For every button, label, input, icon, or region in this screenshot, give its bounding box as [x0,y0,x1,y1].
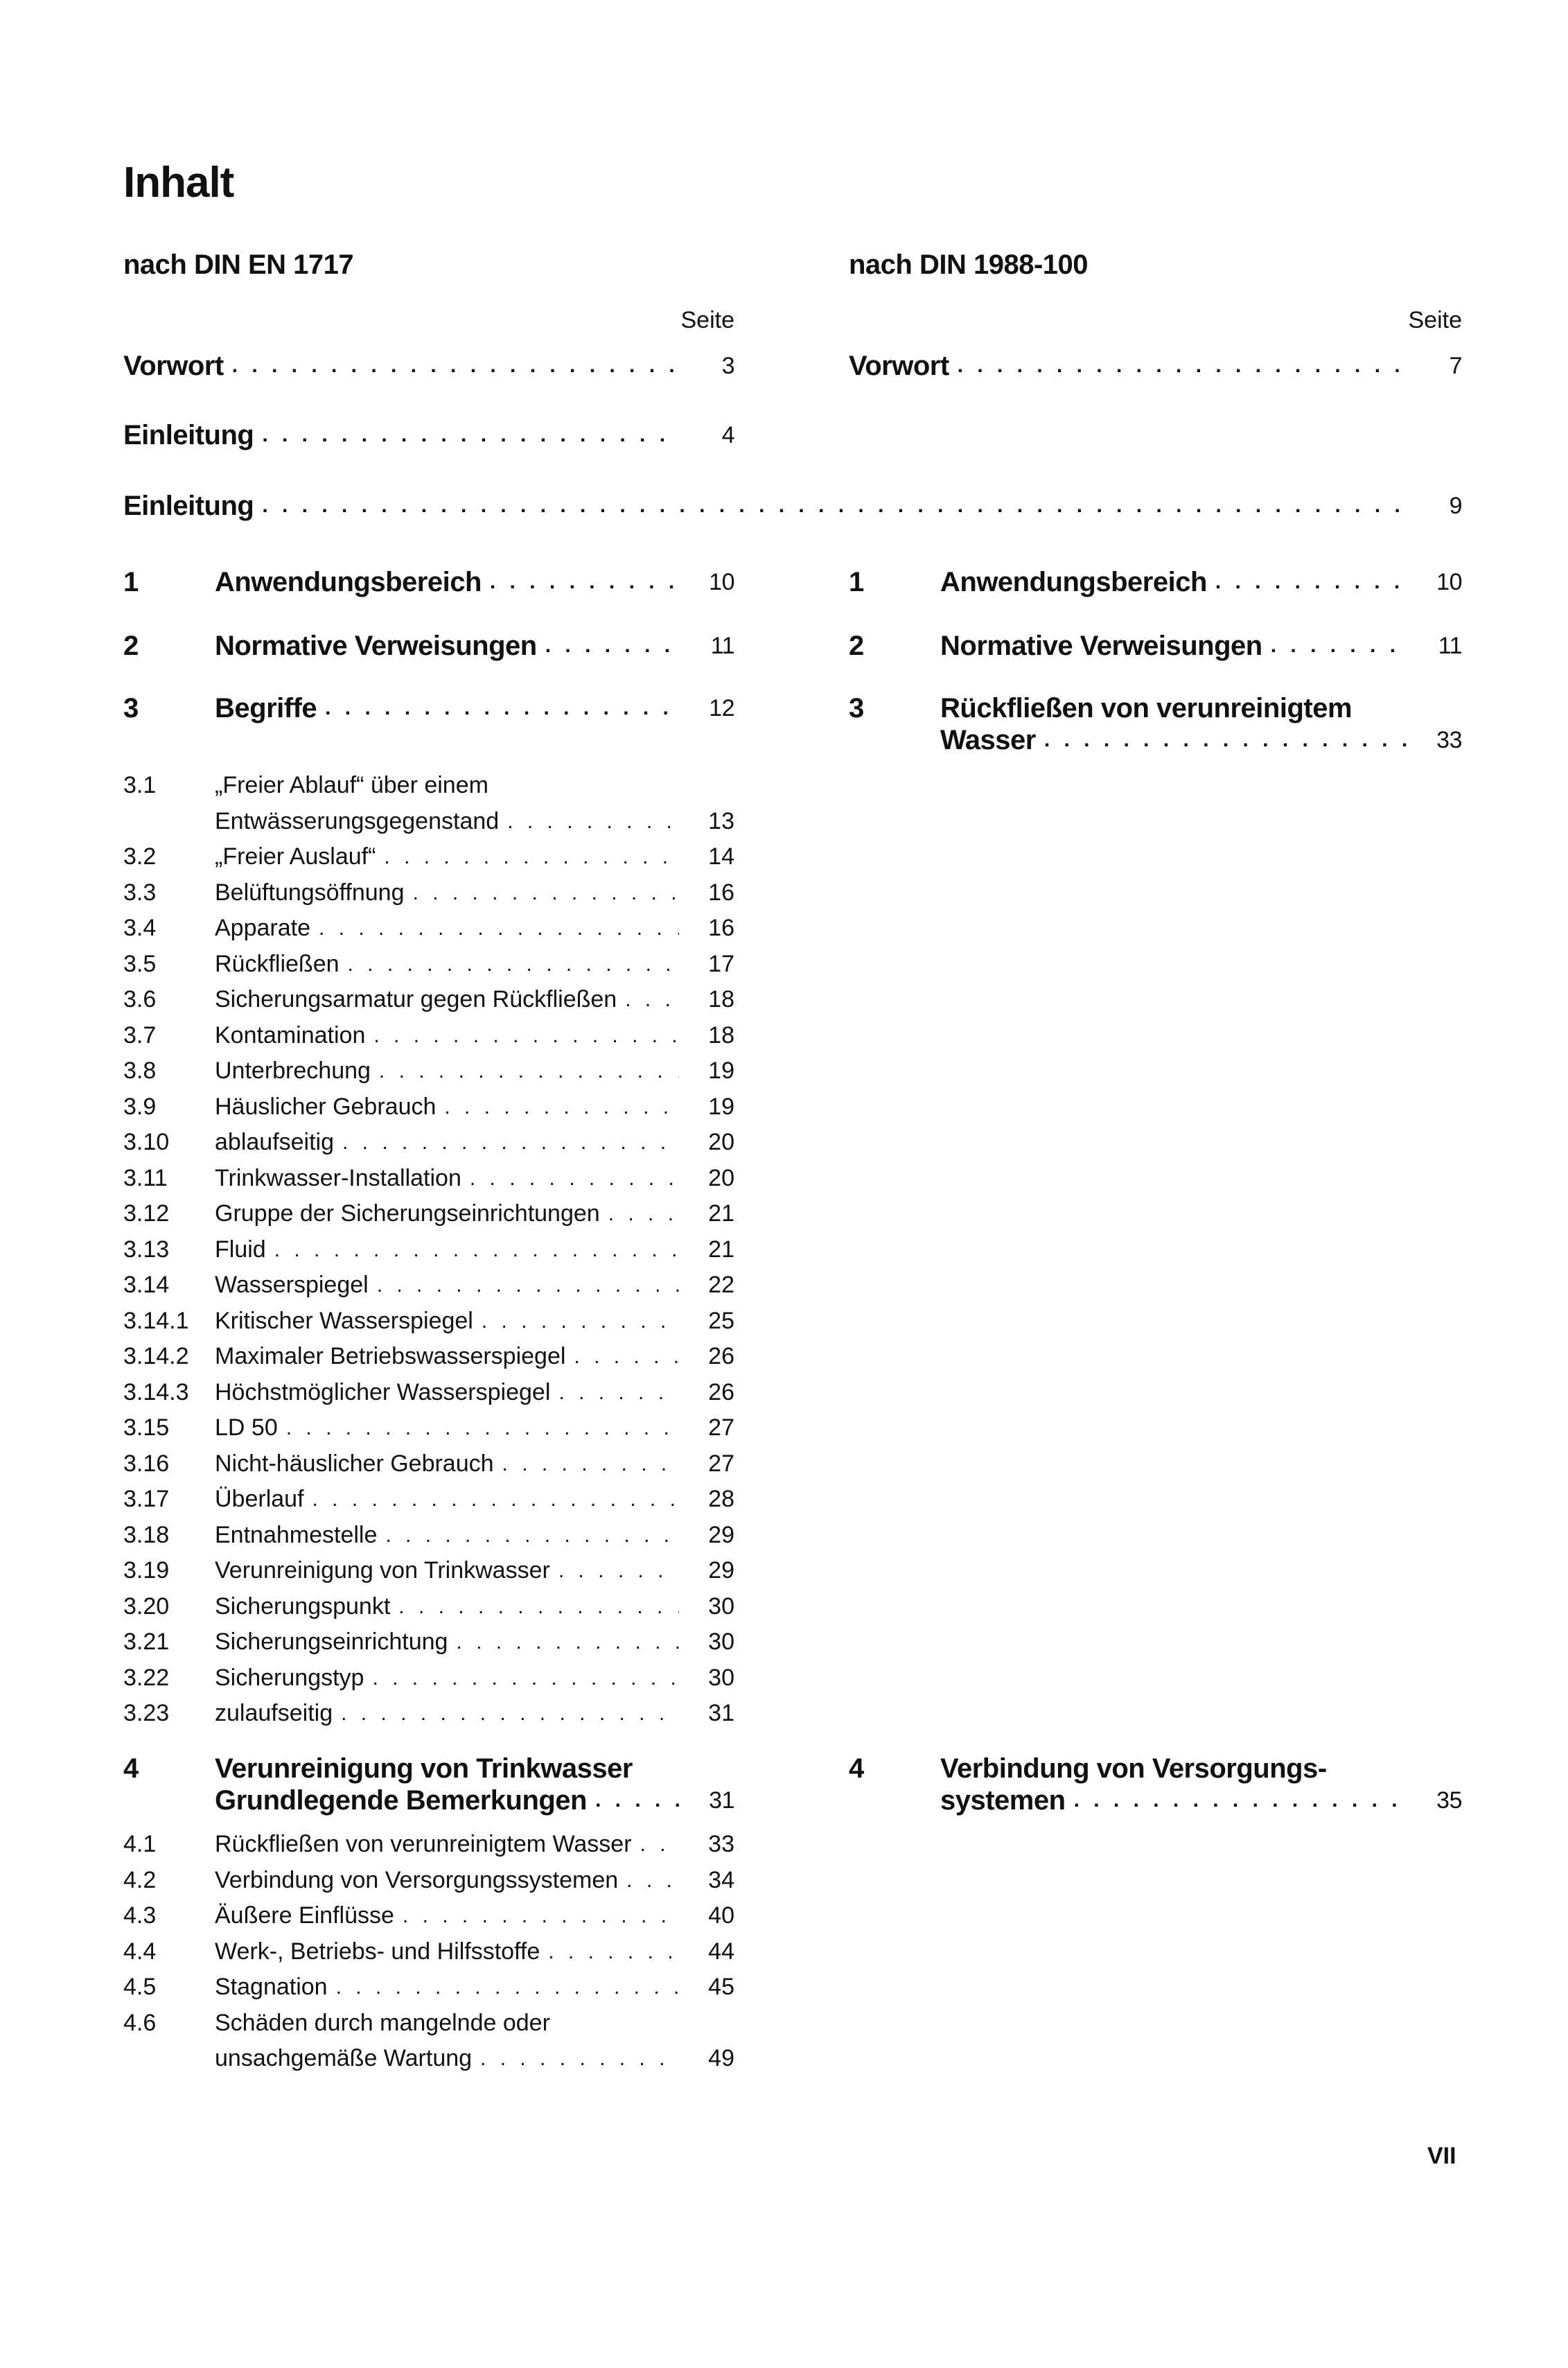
toc-entry-title: Äußere Einflüsse [215,1902,394,1929]
toc-entry-title: Grundlegende Bemerkungen [215,1785,587,1816]
toc-section-row[interactable] [123,1970,734,2006]
dot-leader [456,1624,679,1660]
dot-leader [502,1446,679,1482]
toc-page-number: 13 [708,807,734,834]
toc-section-row[interactable] [123,1089,734,1125]
dot-leader [548,1934,679,1970]
dot-leader [262,490,1407,522]
toc-page-number: 29 [708,1521,734,1548]
toc-chapter-right-3[interactable] [849,692,1462,756]
dot-leader [413,875,680,911]
toc-page-number: 29 [708,1557,734,1584]
dot-leader [312,1482,679,1518]
toc-entry-title: Stagnation [215,1974,328,2000]
dot-leader [444,1089,679,1125]
toc-page-number: 26 [708,1378,734,1405]
toc-entry-title: Entwässerungsgegenstand [215,807,500,834]
toc-entry-title-line1: Rückfließen von verunreinigtem [940,693,1353,723]
toc-entry-title: Wasserspiegel [215,1272,369,1298]
toc-entry-title: Normative Verweisungen [215,631,537,661]
toc-entry-title: Anwendungsbereich [940,567,1207,597]
toc-page-number: 21 [708,1200,734,1227]
toc-page-number: 27 [708,1414,734,1441]
toc-number: 3.2 [123,843,157,870]
toc-section-row[interactable] [123,1018,734,1054]
toc-page-number: 3 [721,353,734,379]
toc-entry-title: Fluid [215,1236,266,1263]
toc-entry-title: Einleitung [123,491,254,521]
toc-entry-title: Häuslicher Gebrauch [215,1093,437,1120]
dot-leader [1215,566,1407,598]
toc-page-number: 27 [708,1450,734,1477]
toc-page-number: 16 [708,915,734,941]
dot-leader [384,839,679,875]
toc-section-row[interactable] [123,1161,734,1197]
toc-section-row[interactable] [123,1660,734,1696]
toc-section-row[interactable] [123,911,734,947]
toc-entry-title: ablaufseitig [215,1129,335,1155]
toc-number: 3 [123,693,139,723]
dot-leader [373,1018,679,1054]
toc-entry-title: Unterbrechung [215,1058,371,1084]
toc-page-number: 25 [708,1307,734,1334]
toc-page-number: 30 [708,1629,734,1655]
toc-page-number: 18 [708,986,734,1012]
toc-number: 3 [849,693,864,723]
toc-entry-title: Entnahmestelle [215,1521,378,1548]
toc-number: 3.19 [123,1557,170,1584]
toc-number: 3.8 [123,1058,157,1084]
toc-number: 4 [123,1753,139,1784]
toc-entry-title: Vorwort [123,351,224,381]
dot-leader [1044,724,1407,756]
dot-leader [608,1196,679,1232]
dot-leader [1074,1784,1407,1816]
dot-leader [342,1125,679,1161]
dot-leader [274,1232,679,1268]
toc-entry-title-line1: Verbindung von Versorgungs- [940,1753,1327,1784]
toc-entry-title: Gruppe der Sicherungseinrichtungen [215,1200,600,1227]
toc-entry-title: LD 50 [215,1414,278,1441]
toc-section-row[interactable] [123,1898,734,1934]
toc-number: 4.2 [123,1866,157,1893]
toc-number: 3.14.1 [123,1307,189,1334]
dot-leader [482,1304,679,1340]
toc-entry-title-line1: Schäden durch mangelnde oder [215,2009,550,2036]
toc-chapter-left-3[interactable] [123,692,734,724]
toc-number: 4.1 [123,1831,157,1857]
toc-entry-title: Sicherungsarmatur gegen Rückfließen [215,986,617,1012]
toc-page-number: 49 [708,2045,734,2071]
dot-leader [377,1268,679,1304]
toc-section-row[interactable] [123,1125,734,1161]
toc-section-row[interactable] [123,839,734,875]
toc-number: 3.5 [123,950,157,977]
toc-section-row[interactable] [123,1589,734,1625]
toc-section-row[interactable] [123,1339,734,1375]
toc-section-row[interactable] [123,1518,734,1554]
toc-section-row[interactable] [123,1827,734,1863]
toc-number: 3.13 [123,1236,170,1263]
toc-section-row[interactable] [123,875,734,911]
toc-entry-title: Belüftungsöffnung [215,879,405,906]
dot-leader [490,566,679,598]
toc-page-number: 30 [708,1593,734,1620]
toc-number: 4.3 [123,1902,157,1929]
toc-page-number: 18 [708,1021,734,1049]
toc-section-row[interactable] [123,2006,734,2077]
dot-leader [595,1784,679,1816]
toc-section-row[interactable] [123,1375,734,1411]
toc-number: 3.1 [123,772,157,798]
toc-entry-title: Sicherungseinrichtung [215,1629,448,1655]
toc-number: 3.18 [123,1521,170,1548]
dot-leader [325,692,679,724]
toc-entry-title: Höchstmöglicher Wasserspiegel [215,1378,551,1405]
toc-entry-title: Verbindung von Versorgungssystemen [215,1866,619,1893]
toc-section-row[interactable] [123,1863,734,1899]
toc-number: 3.4 [123,915,157,941]
toc-number: 2 [849,631,864,661]
toc-number: 3.17 [123,1486,170,1512]
toc-section-row[interactable] [123,1624,734,1660]
toc-chapter-right-1[interactable] [849,566,1462,598]
toc-page-number: 21 [708,1236,734,1263]
toc-section-row[interactable] [123,1053,734,1089]
left-seite-label: Seite [680,307,734,333]
toc-number: 4.6 [123,2009,157,2036]
right-column-heading: nach DIN 1988-100 [849,249,1089,280]
toc-number: 3.6 [123,986,157,1012]
toc-entry-title: „Freier Auslauf“ [215,843,376,870]
toc-page-number: 19 [708,1093,734,1120]
toc-section-row[interactable] [123,1482,734,1518]
toc-page-number: 40 [708,1902,734,1929]
toc-section-row[interactable] [123,1304,734,1340]
toc-number: 3.3 [123,879,157,906]
dot-leader [372,1660,679,1696]
toc-page-number: 12 [709,695,734,721]
toc-entry-title: Kontamination [215,1021,366,1049]
toc-entry-title: Sicherungspunkt [215,1593,391,1620]
toc-number: 3.22 [123,1664,170,1691]
toc-section-row[interactable] [123,982,734,1018]
toc-page-number: 9 [1449,493,1462,519]
toc-entry-title: Maximaler Betriebswasserspiegel [215,1343,566,1369]
toc-page-number: 17 [708,950,734,977]
toc-entry-title-line1: „Freier Ablauf“ über einem [215,772,488,798]
toc-section-row[interactable] [123,1196,734,1232]
dot-leader [640,1827,679,1863]
left-column-heading: nach DIN EN 1717 [123,249,354,280]
toc-entry-title: Verunreinigung von Trinkwasser [215,1557,550,1584]
toc-page-number: 44 [708,1938,734,1965]
toc-page-number: 10 [709,569,734,595]
toc-page-number: 7 [1449,353,1462,379]
toc-page-number: 45 [708,1974,734,2000]
dot-leader [558,1375,679,1411]
toc-page-number: 22 [708,1272,734,1298]
toc-page-number: 26 [708,1343,734,1369]
toc-number: 3.16 [123,1450,170,1477]
toc-page-number: 10 [1436,569,1462,595]
toc-number: 2 [123,631,139,661]
toc-entry-title: Wasser [940,725,1036,755]
toc-entry-vorwort-left[interactable] [123,350,734,382]
toc-entry-title: Trinkwasser-Installation [215,1164,461,1191]
toc-page-number: 34 [708,1866,734,1893]
dot-leader [958,350,1407,382]
toc-entry-einleitung-left[interactable] [123,419,734,451]
toc-page-number: 16 [708,879,734,906]
toc-page-number: 11 [1438,633,1462,659]
dot-leader [319,911,679,947]
page-title: Inhalt [123,159,234,207]
toc-chapter-right-4[interactable] [849,1753,1462,1816]
toc-number: 3.23 [123,1700,170,1726]
dot-leader [480,2041,679,2077]
toc-number: 3.21 [123,1629,170,1655]
dot-leader [262,419,679,451]
toc-page-number: 30 [708,1664,734,1691]
toc-entry-title: Kritischer Wasserspiegel [215,1307,473,1334]
toc-entry-title: Rückfließen [215,950,340,977]
right-seite-label: Seite [1408,307,1462,333]
toc-section-row[interactable] [123,1446,734,1482]
dot-leader [470,1161,679,1197]
toc-page-number: 14 [708,843,734,870]
dot-leader [232,350,679,382]
dot-leader [286,1410,679,1446]
toc-section-row[interactable] [123,1553,734,1589]
toc-number: 3.14.2 [123,1343,189,1369]
toc-number: 3.14.3 [123,1378,189,1405]
toc-entry-title: Überlauf [215,1486,304,1512]
toc-number: 3.14 [123,1272,170,1298]
toc-number: 3.10 [123,1129,170,1155]
toc-entry-title: Normative Verweisungen [940,631,1262,661]
toc-entry-title: Rückfließen von verunreinigtem Wasser [215,1831,632,1857]
toc-chapter-right-2[interactable] [849,630,1462,662]
footer-page-number: VII [1427,2143,1456,2169]
toc-number: 3.20 [123,1593,170,1620]
toc-number: 3.12 [123,1200,170,1227]
toc-page-number: 20 [708,1129,734,1155]
dot-leader [1271,630,1407,662]
toc-number: 3.7 [123,1021,157,1049]
dot-leader [558,1553,679,1589]
dot-leader [379,1053,679,1089]
toc-number: 1 [849,567,864,597]
toc-page-number: 11 [710,633,734,659]
dot-leader [403,1898,679,1934]
toc-entry-vorwort-right[interactable] [849,350,1462,382]
dot-leader [348,947,679,983]
toc-entry-title: Begriffe [215,693,317,723]
toc-number: 3.11 [123,1164,168,1191]
toc-section-row[interactable] [123,947,734,983]
toc-section-row[interactable] [123,1410,734,1446]
toc-chapter-left-4[interactable] [123,1753,734,1816]
toc-number: 3.15 [123,1414,170,1441]
toc-entry-title: Einleitung [123,420,254,450]
dot-leader [341,1696,679,1732]
toc-page-number: 19 [708,1058,734,1084]
toc-page-number: 4 [721,422,734,448]
toc-entry-title: Werk-, Betriebs- und Hilfsstoffe [215,1938,540,1965]
toc-chapter-left-2[interactable] [123,630,734,662]
toc-entry-einleitung-shared[interactable] [123,490,1462,522]
dot-leader [625,982,679,1018]
toc-entry-title: zulaufseitig [215,1700,333,1726]
toc-number: 4 [849,1753,864,1784]
toc-entry-title-line1: Verunreinigung von Trinkwasser [215,1753,633,1784]
dot-leader [545,630,679,662]
toc-chapter-left-1[interactable] [123,566,734,598]
toc-section-row[interactable] [123,1268,734,1304]
toc-entry-title: Nicht-häuslicher Gebrauch [215,1450,494,1477]
toc-number: 3.9 [123,1093,157,1120]
toc-page-number: 33 [1436,727,1462,753]
toc-page-number: 20 [708,1164,734,1191]
dot-leader [507,804,679,840]
toc-page-number: 31 [709,1787,734,1814]
toc-page-number: 35 [1436,1787,1462,1814]
toc-page-number: 31 [708,1700,734,1726]
toc-entry-title: systemen [940,1785,1066,1816]
toc-number: 1 [123,567,139,597]
dot-leader [336,1970,679,2006]
toc-entry-title: Anwendungsbereich [215,567,482,597]
toc-section-row[interactable] [123,1232,734,1268]
toc-entry-title: Sicherungstyp [215,1664,364,1691]
toc-number: 4.4 [123,1938,157,1965]
toc-entry-title: unsachgemäße Wartung [215,2045,473,2071]
toc-page-number: 28 [708,1486,734,1512]
toc-section-row[interactable] [123,1696,734,1732]
toc-section-row[interactable] [123,768,734,839]
toc-entry-title: Vorwort [849,351,949,381]
dot-leader [385,1518,679,1554]
dot-leader [574,1339,679,1375]
dot-leader [626,1863,679,1899]
toc-entry-title: Apparate [215,915,310,941]
toc-section-row[interactable] [123,1934,734,1970]
toc-page-number: 33 [708,1831,734,1857]
dot-leader [398,1589,679,1625]
toc-number: 4.5 [123,1974,157,2000]
